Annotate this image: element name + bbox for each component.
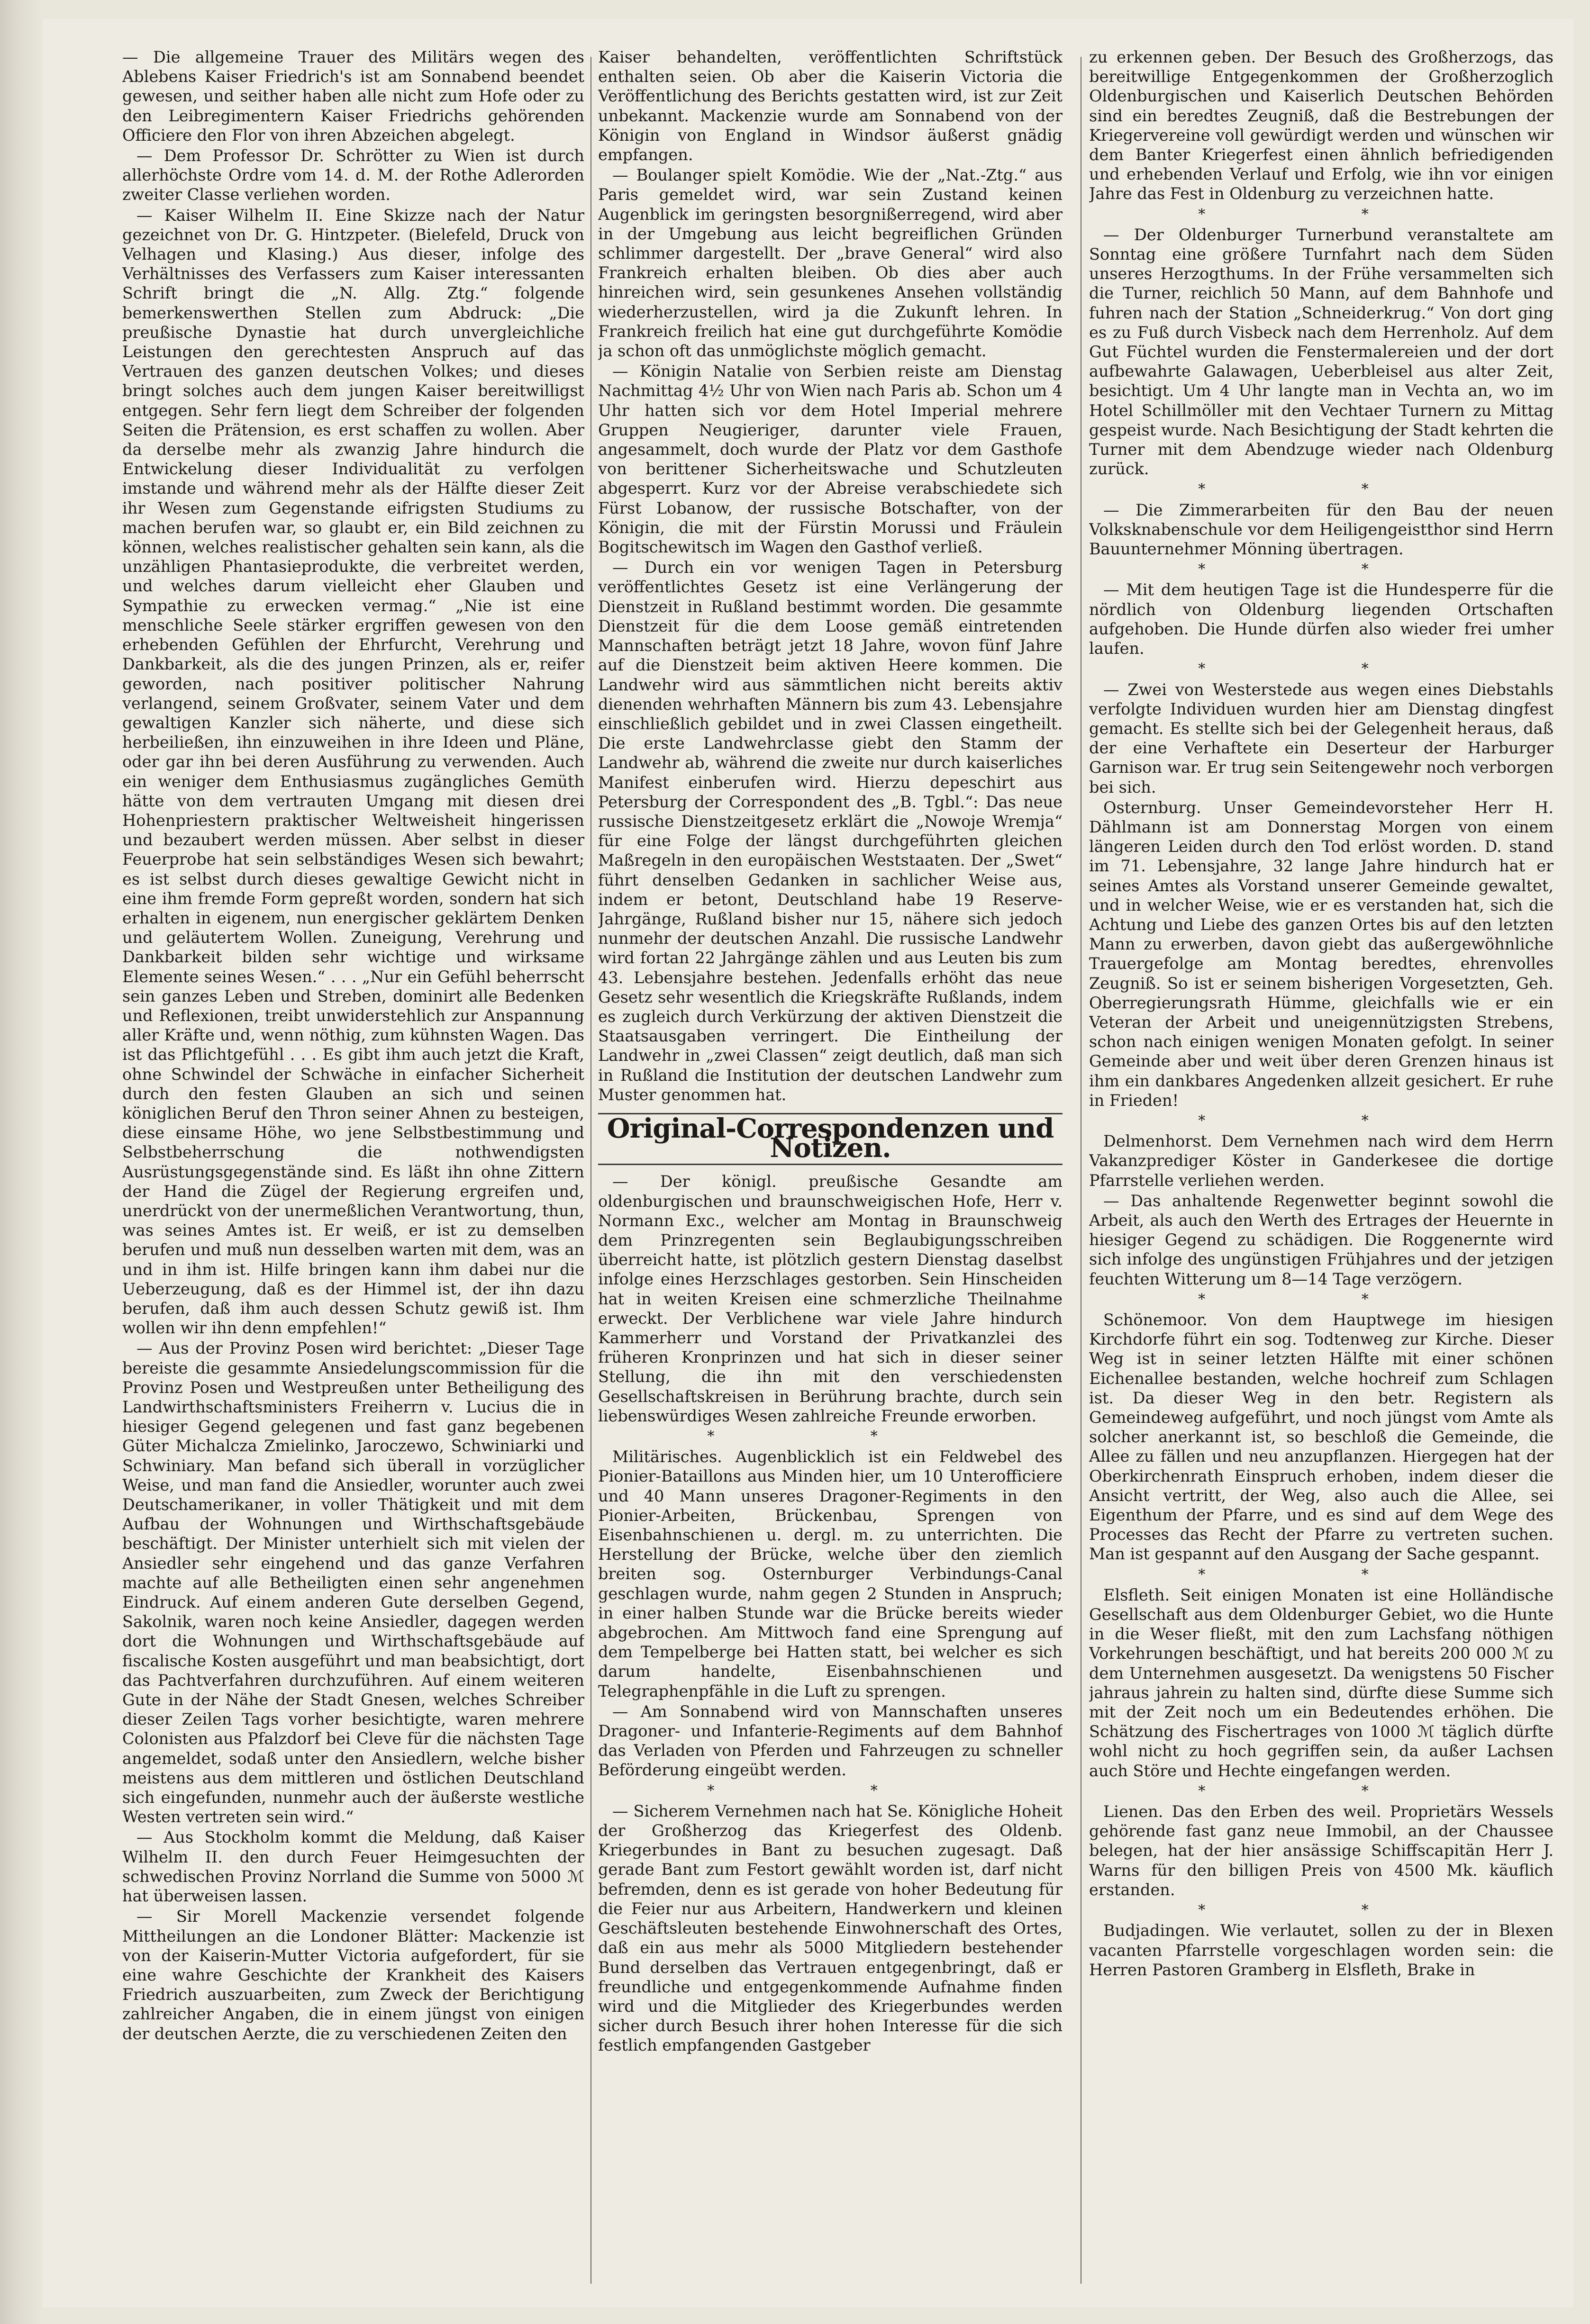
article-schroetter: — Dem Professor Dr. Schrötter zu Wien ist durch allerhöchste Ordre vom 14. d. M. der Rothe Adlerorden zweiter Classe verliehen worden. [122,146,584,204]
section-heading-correspondence: Original-Correspondenzen und Notizen. [598,1113,1063,1165]
separator-stars: * * [707,1782,954,1799]
article-zimmerarbeiten: — Die Zimmerarbeiten für den Bau der neuen Volksknabenschule vor dem Heiligengeistthor sind Herrn Bauunternehmer Mönning übertragen. [1089,500,1554,559]
article-regenwetter: — Das anhaltende Regenwetter beginnt sowohl die Arbeit, als auch den Werth des Ertrages der Heuernte in hiesiger Gegend zu schädigen. Die Roggenernte wird sich infolge des ungünstigen Frühjahres und der jetzigen feuchten Witterung um 8—14 Tage verzögern. [1089,1191,1554,1288]
article-posen: — Aus der Provinz Posen wird berichtet: „Dieser Tage bereiste die gesammte Ansiedelungscommission für die Provinz Posen und Westpreußen unter Betheiligung des Landwirthschaftsministers Freiherrn v. Lucius die in hiesiger Gegend gelegenen und fast ganz begebenen Güter Michalcza Zmielinko, Jaroczewo, Schwiniarki und Schwiniary. Man befand sich überall in vorzüglicher Weise, und man fand die Ansiedler, worunter auch zwei Deutschamerikaner, in voller Thätigkeit und mit dem Aufbau der Wohnungen und Wirthschaftsgebäude beschäftigt. Der Minister unterhielt sich mit vielen der Ansiedler sehr eingehend und das ganze Verfahren machte auf alle Betheiligten einen sehr angenehmen Eindruck. Auf einem anderen Gute derselben Gegend, Sakolnik, waren noch keine Ansiedler, dagegen werden dort die Wohnungen und Wirthschaftsgebäude auf fiscalische Kosten ausgeführt und man beabsichtigt, dort das Pachtverfahren durchzuführen. Auf einem weiteren Gute in der Nähe der Stadt Gnesen, welches Schreiber dieser Zeilen Tags vorher besichtigte, waren mehrere Colonisten aus Pfalzdorf bei Cleve für die nächsten Tage angemeldet, sodaß unter den Ansiedlern, welche bisher meistens aus dem mittleren und östlichen Deutschland sich eingefunden, nunmehr auch der äußerste westliche Westen vertreten sein wird.“ [122,1339,584,1827]
column-middle [598,47,1063,2284]
article-natalie: — Königin Natalie von Serbien reiste am Dienstag Nachmittag 4½ Uhr von Wien nach Paris ab. Schon um 4 Uhr hatten sich vor dem Hotel Imperial mehrere Gruppen Neugieriger, darunter viele Frauen, angesammelt, doch wurde der Platz vor dem Gasthofe von berittener Sicherheitswache und Schutzleuten abgesperrt. Kurz vor der Abreise verabschiedete sich Fürst Lobanow, der russische Botschafter, von der Königin, die mit der Fürstin Morussi und Fräulein Bogitschewitsch im Wagen den Gasthof verließ. [598,362,1063,557]
article-mackenzie-cont: Kaiser behandelten, veröffentlichten Schriftstück enthalten seien. Ob aber die Kaiserin Victoria die Veröffentlichung des Berichts gestatten wird, ist zur Zeit unbekannt. Mackenzie wurde am Sonnabend von der Königin von England in Windsor äußerst gnädig empfangen. [598,48,1063,164]
separator-stars: * * [1198,561,1445,578]
article-mackenzie: — Sir Morell Mackenzie versendet folgende Mittheilungen an die Londoner Blätter: Mackenzie ist von der Kaiserin-Mutter Victoria aufgefordert, für sie eine wahre Geschichte der Krankheit des Kaisers Friedrich auszuarbeiten, zum Zweck der Berichtigung zahlreicher Angaben, die in einem jüngst von einigen der deutschen Aerzte, die zu verschiedenen Zeiten den [122,1907,584,2043]
separator-stars: * * [1198,1782,1445,1800]
column-left [122,47,584,2284]
article-boulanger: — Boulanger spielt Komödie. Wie der „Nat.-Ztg.“ aus Paris gemeldet wird, war sein Zustand keinen Augenblick im geringsten besorgnißerregend, wird aber in der Umgebung aus leicht begreiflichen Gründen schlimmer dargestellt. Der „brave General“ wird also Frankreich erhalten bleiben. Ob dies aber auch hinreichen wird, sein gesunkenes Ansehen vollständig wiederherzustellen, wird ja die Zukunft lehren. In Frankreich freilich hat eine gut durchgeführte Komödie ja schon oft das unmöglichste möglich gemacht. [598,166,1063,361]
article-budjadingen: Budjadingen. Wie verlautet, sollen zu der in Blexen vacanten Pfarrstelle vorgeschlagen worden sein: die Herren Pastoren Gramberg in Elsfleth, Brake in [1089,1921,1554,1979]
article-delmenhorst: Delmenhorst. Dem Vernehmen nach wird dem Herrn Vakanzprediger Köster in Ganderkesee die dortige Pfarrstelle verliehen werden. [1089,1132,1554,1190]
page-edge-shadow [0,0,43,2324]
article-osternburg: Osternburg. Unser Gemeindevorsteher Herr H. Dählmann ist am Donnerstag Morgen von einem längeren Leiden durch den Tod erlöst worden. D. stand im 71. Lebensjahre, 32 lange Jahre hindurch hat er seines Amtes als Vorstand unserer Gemeinde gewaltet, und in welcher Weise, wie er es verstanden hat, sich die Achtung und Liebe des ganzen Ortes bis auf den letzten Mann zu erwerben, davon giebt das außergewöhnliche Trauergefolge am Montag beredtes, ehrenvolles Zeugniß. So ist er seinem bisherigen Vorgesetzten, Geh. Oberregierungsrath Hümme, gleichfalls wie er ein Veteran der Arbeit und uneigennützigsten Strebens, schon nach einigen wenigen Monaten gefolgt. In seiner Gemeinde aber und weit über deren Grenzen hinaus ist ihm ein dankbares Angedenken allzeit gesichert. Er ruhe in Frieden! [1089,798,1554,1110]
article-kriegerfest: — Sicherem Vernehmen nach hat Se. Königliche Hoheit der Großherzog das Kriegerfest des Oldenb. Kriegerbundes in Bant zu besuchen zugesagt. Daß gerade Bant zum Festort gewählt worden ist, darf nicht befremden, denn es ist gerade von hoher Bedeutung für die Feier nur aus Arbeitern, Handwerkern und kleinen Geschäftsleuten bestehende Einwohnerschaft des Ortes, daß ein aus mehr als 5000 Mitgliedern bestehender Bund derselben das Vertrauen entgegenbringt, daß er freundliche und entgegenkommende Aufnahme finden wird und die Mitglieder des Kriegerbundes werden sicher durch Besuch ihrer hohen Interesse für die sich festlich empfangenden Gastgeber [598,1801,1063,2055]
article-stockholm: — Aus Stockholm kommt die Meldung, daß Kaiser Wilhelm II. den durch Feuer Heimgesuchten der schwedischen Provinz Norrland die Summe von 5000 ℳ hat überweisen lassen. [122,1828,584,1906]
article-elsfleth: Elsfleth. Seit einigen Monaten ist eine Holländische Gesellschaft aus dem Oldenburger Gebiet, wo die Hunte in die Weser fließt, mit den zum Lachsfang nöthigen Vorkehrungen beschäftigt, und hat bereits 200 000 ℳ zu dem Unternehmen ausgesetzt. Da wenigstens 50 Fischer jahraus jahrein zu halten sind, dürfte diese Summe sich mit der Zeit noch um ein Bedeutendes erhöhen. Die Schätzung des Fischertrages von 1000 ℳ täglich dürfte wohl nicht zu hoch gegriffen sein, da außer Lachsen auch Störe und Hechte eingefangen werden. [1089,1585,1554,1780]
article-russland: — Durch ein vor wenigen Tagen in Petersburg veröffentlichtes Gesetz ist eine Verlängerung der Dienstzeit in Rußland bestimmt worden. Die gesammte Dienstzeit für die dem Loose gemäß eintretenden Mannschaften beträgt jetzt 18 Jahre, wovon fünf Jahre auf die Dienstzeit beim aktiven Heere kommen. Die Landwehr wird aus sämmtlichen nicht bereits aktiv dienenden wehrhaften Männern bis zum 43. Lebensjahre einschließlich gebildet und in zwei Classen eingetheilt. Die erste Landwehrclasse giebt den Stamm der Landwehr ab, während die zweite nur durch kaiserliches Manifest einberufen wird. Hierzu depeschirt aus Petersburg der Correspondent des „B. Tgbl.“: Das neue russische Dienstzeitgesetz erklärt die „Nowoje Wremja“ für eine Folge der längst durchgeführten gleichen Maßregeln in den europäischen Weststaaten. Der „Swet“ führt denselben Gedanken in sachlicher Weise aus, indem er betont, Deutschland habe 19 Reserve-Jahrgänge, Rußland bisher nur 15, nähere sich jedoch nunmehr der deutschen Anzahl. Die russische Landwehr wird fortan 22 Jahrgänge zählen und aus Leuten bis zum 43. Lebensjahre bestehen. Jedenfalls erhöht das neue Gesetz sehr wesentlich die Kriegskräfte Rußlands, indem es zugleich durch Verkürzung der aktiven Dienstzeit die Staatsausgaben verringert. Die Eintheilung der Landwehr in „zwei Classen“ zeigt deutlich, daß man sich in Rußland die Institution der deutschen Landwehr zum Muster genommen hat. [598,558,1063,1104]
article-trauer: — Die allgemeine Trauer des Militärs wegen des Ablebens Kaiser Friedrich's ist am Sonnabend beendet gewesen, und seither haben alle nicht zum Hofe oder zu den Leibregimentern Kaiser Friedrichs gehörenden Officiere den Flor von ihren Abzeichen abgelegt. [122,48,584,145]
separator-stars: * * [1198,1902,1445,1919]
article-kaiser-wilhelm: — Kaiser Wilhelm II. Eine Skizze nach der Natur gezeichnet von Dr. G. Hintzpeter. (Bielefeld, Druck von Velhagen und Klasing.) Aus dieser, infolge des Verhältnisses des Verfassers zum Kaiser interessanten Schrift bringt die „N. Allg. Ztg.“ folgende bemerkenswerthen Stellen zum Abdruck: „Die preußische Dynastie hat durch unvergleichliche Leistungen den gerechtesten Anspruch auf das Vertrauen des ganzen deutschen Volkes; und dieses bringt solches auch dem jungen Kaiser bereitwilligst entgegen. Sehr fern liegt dem Schreiber der folgenden Seiten die Prätension, es erst schaffen zu wollen. Aber da derselbe mehr als zwanzig Jahre hindurch die Entwickelung dieser Individualität zu verfolgen imstande und während mehr als der Hälfte dieser Zeit ihr Wesen zum Gegenstande eifrigsten Studiums zu machen berufen war, so glaubt er, ein Bild zeichnen zu können, welches realistischer gehalten sein kann, als die unzähligen Phantasieprodukte, die verbreitet werden, und welches darum vielleicht eher Glauben und Sympathie zu erwecken vermag.“ „Nie ist eine menschliche Seele stärker ergriffen gewesen von den erhebenden Gefühlen der Ehrfurcht, Verehrung und Dankbarkeit, als die des jungen Prinzen, als er, reifer geworden, nach positiver politischer Nahrung verlangend, seinem Großvater, seinem Vater und dem gewaltigen Kanzler sich näherte, und diese sich herbeiließen, ihn einzuweihen in ihre Ideen und Pläne, oder gar ihn bei deren Ausführung zu verwenden. Auch ein weniger dem Enthusiasmus zugängliches Gemüth hätte von dem vertrauten Umgang mit diesen drei Hohenpriestern praktischer Weltweisheit hingerissen und bezaubert werden müssen. Aber selbst in dieser Feuerprobe hat sein selbständiges Wesen sich bewahrt; es ist selbst durch dieses gewaltige Gewicht nicht in eine ihm fremde Form gepreßt worden, sondern hat sich erhalten in eigenem, nun energischer geklärtem Denken und geläutertem Wollen. Zuneigung, Verehrung und Dankbarkeit bilden sehr wichtige und wirksame Elemente seines Wesen.“ . . . „Nur ein Gefühl beherrscht sein ganzes Leben und Streben, dominirt alle Bedenken und Reflexionen, treibt unwiderstehlich zur Anspannung aller Kräfte und, wenn nöthig, zum kühnsten Wagen. Das ist das Pflichtgefühl . . . Es gibt ihm auch jetzt die Kraft, ohne Schwindel der Schwäche in einfacher Sicherheit durch den festen Glauben an sich und seinen königlichen Beruf den Thron seiner Ahnen zu besteigen, diese einsame Höhe, wo jene Selbstbestimmung und Selbstbeherrschung die nothwendigsten Ausrüstungsgegenstände sind. Es läßt ihn ohne Zittern der Hand die Zügel der Regierung ergreifen und, unerdrückt von der unermeßlichen Verantwortung, thun, was seines Amtes ist. Er weiß, er ist zu demselben berufen und muß nun desselben warten mit dem, was an und in ihm ist. Hilfe bringen kann ihm dabei nur die Ueberzeugung, daß es der Himmel ist, der ihn dazu berufen, daß ihm auch dessen Schutz gewiß ist. Ihm wollen wir ihn denn empfehlen!“ [122,206,584,1338]
article-militaerisches: Militärisches. Augenblicklich ist ein Feldwebel des Pionier-Bataillons aus Minden hier, um 10 Unterofficiere und 40 Mann unseres Dragoner-Regiments in den Pionier-Arbeiten, Brückenbau, Sprengen von Eisenbahnschienen u. dergl. m. zu unterrichten. Die Herstellung der Brücke, welche über den ziemlich breiten sog. Osternburger Verbindungs-Canal geschlagen wurde, nahm gegen 2 Stunden in Anspruch; in einer halben Stunde war die Brücke bereits wieder abgebrochen. Am Mittwoch fand eine Sprengung auf dem Tempelberge bei Hatten statt, bei welcher es sich darum handelte, Eisenbahnschienen und Telegraphenpfähle in die Luft zu sprengen. [598,1447,1063,1700]
article-hundesperre: — Mit dem heutigen Tage ist die Hundesperre für die nördlich von Oldenburg liegenden Ortschaften aufgehoben. Die Hunde dürfen also wieder frei umher laufen. [1089,580,1554,658]
separator-stars: * * [1198,1291,1445,1308]
separator-stars: * * [1198,1566,1445,1583]
separator-stars: * * [1198,1112,1445,1129]
article-turnerbund: — Der Oldenburger Turnerbund veranstaltete am Sonntag eine größere Turnfahrt nach dem Süden unseres Herzogthums. In der Frühe versammelten sich die Turner, reichlich 50 Mann, auf dem Bahnhofe und fuhren nach der Station „Schneiderkrug.“ Von dort ging es zu Fuß durch Visbeck nach dem Herrenholz. Auf dem Gut Füchtel wurden die Fenstermalereien und der dort aufbewahrte Galawagen, Ueberbleisel aus alter Zeit, besichtigt. Um 4 Uhr langte man in Vechta an, wo im Hotel Schillmöller mit den Vechtaer Turnern zu Mittag gespeist wurde. Nach Besichtigung der Stadt kehrten die Turner mit dem Abendzuge wieder nach Oldenburg zurück. [1089,225,1554,479]
article-kriegerfest-cont: zu erkennen geben. Der Besuch des Großherzogs, das bereitwillige Entgegenkommen der Großherzoglich Oldenburgischen und Kaiserlich Deutschen Behörden sind ein beredtes Zeugniß, daß die Bestrebungen der Kriegervereine voll gewürdigt werden und wünschen wir dem Banter Kriegerfest einen ähnlich befriedigenden und erhebenden Verlauf und Erfolg, wie ihn vor einigen Jahre das Fest in Oldenburg zu verzeichnen hatte. [1089,48,1554,203]
separator-stars: * * [1198,206,1445,223]
article-normann: — Der königl. preußische Gesandte am oldenburgischen und braunschweigischen Hofe, Herr v. Normann Exc., welcher am Montag in Braunschweig dem Prinzregenten sein Beglaubigungsschreiben überreicht hatte, ist plötzlich gestern Dienstag daselbst infolge eines Herzschlages gestorben. Sein Hinscheiden hat in weiten Kreisen eine schmerzliche Theilnahme erweckt. Der Verblichene war viele Jahre hindurch Kammerherr und Vorstand der Privatkanzlei des früheren Kronprinzen und hat sich in dieser seiner Stellung, die ihn mit den verschiedensten Gesellschaftskreisen in Berührung brachte, durch sein liebenswürdiges Wesen zahlreiche Freunde erworben. [598,1172,1063,1425]
column-right [1089,47,1554,2284]
article-dragoner: — Am Sonnabend wird von Mannschaften unseres Dragoner- und Infanterie-Regiments auf dem Bahnhof das Verladen von Pferden und Fahrzeugen zu schneller Beförderung eingeübt werden. [598,1702,1063,1780]
article-individuen: — Zwei von Westerstede aus wegen eines Diebstahls verfolgte Individuen wurden hier am Dienstag dingfest gemacht. Es stellte sich bei der Gelegenheit heraus, daß der eine Verhaftete ein Deserteur der Harburger Garnison war. Er trug sein Seitengewehr noch verborgen bei sich. [1089,680,1554,796]
separator-stars: * * [707,1428,954,1445]
separator-stars: * * [1198,660,1445,678]
article-schoenemoor: Schönemoor. Von dem Hauptwege im hiesigen Kirchdorfe führt ein sog. Todtenweg zur Kirche. Dieser Weg ist in seiner letzten Hälfte mit einer schönen Eichenallee bestanden, welche hochreif zum Schlagen ist. Da dieser Weg in den betr. Registern als Gemeindeweg aufgeführt, und noch jüngst vom Amte als solcher anerkannt ist, so beschloß die Gemeinde, die Allee zu fällen und neu anzupflanzen. Hiergegen hat der Oberkirchenrath Einspruch erhoben, indem dieser die Ansicht vertritt, der Weg, also auch die Allee, sei Eigenthum der Pfarre, und es sind auf dem Wege des Processes das Recht der Pfarre zu vertreten suchen. Man ist gespannt auf den Ausgang der Sache gespannt. [1089,1311,1554,1564]
separator-stars: * * [1198,481,1445,498]
article-lienen: Lienen. Das den Erben des weil. Proprietärs Wessels gehörende fast ganz neue Immobil, an der Chaussee belegen, hat der hier ansässige Schiffscapitän Herr J. Warns für den billigen Preis von 4500 Mk. käuflich erstanden. [1089,1802,1554,1899]
